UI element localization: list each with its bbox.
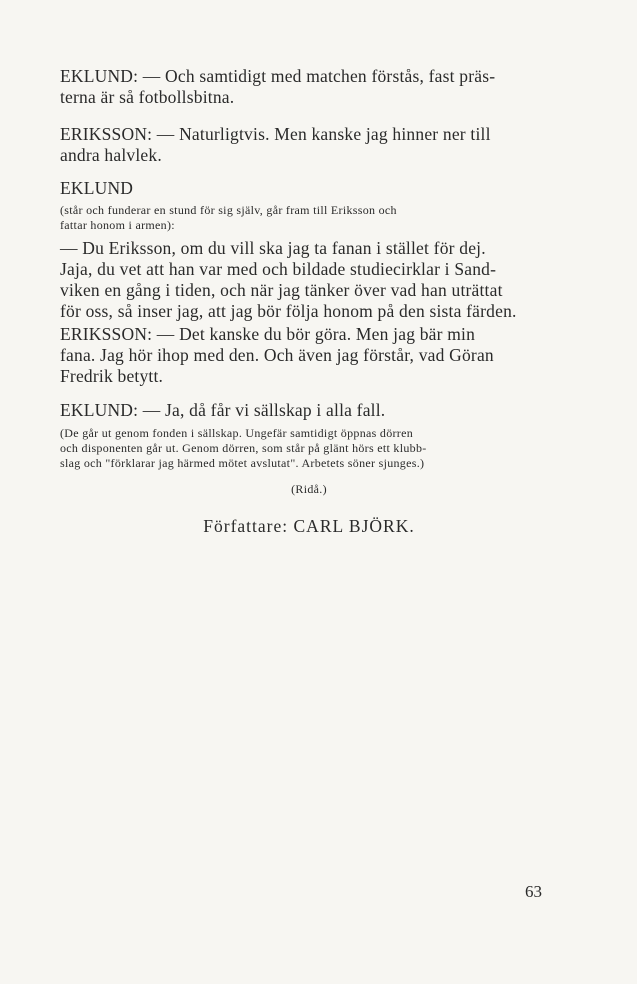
dialogue-eklund-1 (60, 66, 558, 108)
line: andra halvlek. (60, 145, 162, 165)
speaker-eklund (60, 178, 558, 199)
author-credit (60, 516, 558, 537)
line: Författare: CARL BJÖRK. (203, 516, 415, 536)
line: Fredrik betytt. (60, 366, 164, 386)
stage-direction-1 (60, 203, 558, 233)
dialogue-eriksson-1 (60, 124, 558, 166)
line: (står och funderar en stund för sig själv, går fram till Eriksson och (60, 203, 397, 217)
dialogue-eklund-3 (60, 400, 558, 421)
line: (Ridå.) (291, 482, 327, 496)
curtain-note (60, 482, 558, 497)
line: (De går ut genom fonden i sällskap. Ungefär samtidigt öppnas dörren (60, 426, 414, 440)
line: Jaja, du vet att han var med och bildade studiecirklar i Sand- (60, 259, 497, 279)
line: ERIKSSON: — Naturligtvis. Men kanske jag hinner ner till (60, 124, 491, 144)
page-number: 63 (525, 882, 542, 901)
line: ERIKSSON: — Det kanske du bör göra. Men jag bär min (60, 324, 476, 344)
line: slag och "förklarar jag härmed mötet avslutat". Arbetets söner sjunges.) (60, 456, 425, 470)
dialogue-eriksson-2 (60, 324, 558, 387)
dialogue-eklund-2 (60, 238, 558, 322)
line: för oss, så inser jag, att jag bör följa honom på den sista färden. (60, 301, 517, 321)
line: EKLUND (60, 178, 134, 198)
line: terna är så fotbollsbitna. (60, 87, 235, 107)
line: EKLUND: — Ja, då får vi sällskap i alla fall. (60, 400, 386, 420)
line: EKLUND: — Och samtidigt med matchen förstås, fast präs- (60, 66, 496, 86)
stage-direction-2 (60, 426, 558, 471)
line: — Du Eriksson, om du vill ska jag ta fanan i stället för dej. (60, 238, 486, 258)
line: fattar honom i armen): (60, 218, 175, 232)
line: och disponenten går ut. Genom dörren, som står på glänt hörs ett klubb- (60, 441, 427, 455)
line: viken en gång i tiden, och när jag tänker över vad han uträttat (60, 280, 503, 300)
line: fana. Jag hör ihop med den. Och även jag förstår, vad Göran (60, 345, 494, 365)
